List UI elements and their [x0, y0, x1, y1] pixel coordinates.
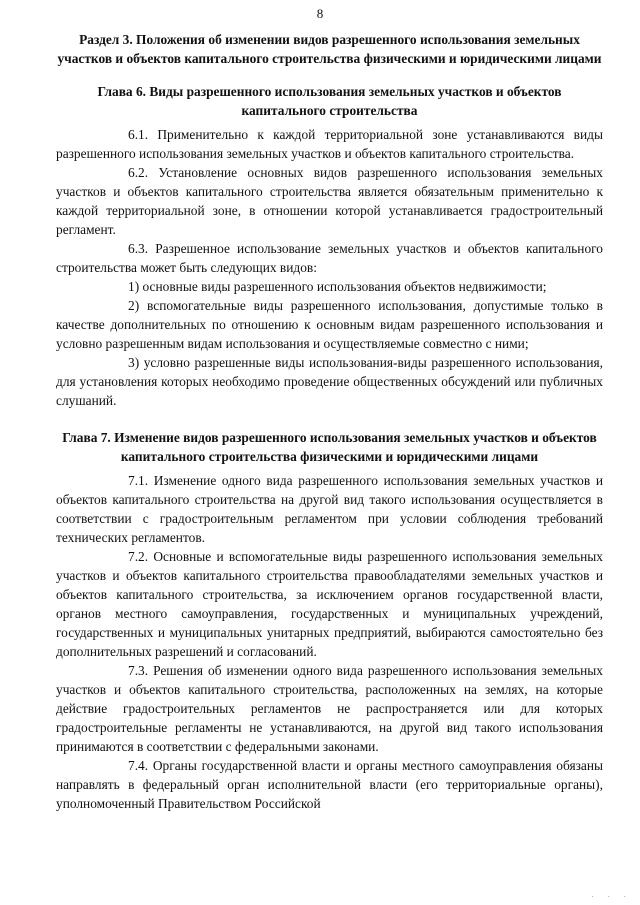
chapter-6-body: [56, 125, 603, 410]
paragraph-6-3: [56, 239, 603, 277]
paragraph-number: 7.3.: [128, 663, 149, 678]
scan-artifact: · · ·: [591, 893, 632, 901]
list-text: условно разрешенные виды использования-виды разрешенного использования, для установления которых необходимо проведение общественных обсуждений или публичных слушаний.: [56, 355, 604, 408]
list-item-2: [56, 296, 603, 353]
list-item-1: [56, 277, 603, 296]
paragraph-text: Решения об изменении одного вида разрешенного использования земельных участков и объектов капитального строительства, расположенных на землях, на которые действие градостроительных регламентов не распространяется или для которых градостроительные регламенты не устанавливаются, на другой вид такого использования принимаются в соответствии с федеральными законами.: [56, 663, 603, 754]
paragraph-6-1: [56, 125, 603, 163]
paragraph-text: Разрешенное использование земельных участков и объектов капитального строительства может быть следующих видов:: [56, 241, 603, 275]
paragraph-number: 6.3.: [128, 241, 149, 256]
list-number: 2): [128, 298, 140, 313]
paragraph-number: 7.1.: [128, 473, 149, 488]
paragraph-text: Применительно к каждой территориальной зоне устанавливаются виды разрешенного использования земельных участков и объектов капитального строительства.: [56, 127, 603, 161]
paragraph-7-1: [56, 471, 603, 547]
paragraph-text: Органы государственной власти и органы местного самоуправления обязаны направлять в федеральный орган исполнительной власти (его территориальные органы), уполномоченный Правительством Российской: [56, 758, 603, 811]
list-text: вспомогательные виды разрешенного использования, допустимые только в качестве дополнительных по отношению к основным видам разрешенного использования и условно разрешенным видам использования и осуществляемые совместно с ними;: [56, 298, 603, 351]
paragraph-7-2: [56, 547, 603, 661]
list-number: 1): [128, 279, 140, 294]
document-content: [56, 30, 603, 813]
list-number: 3): [128, 355, 140, 370]
paragraph-7-4: [56, 756, 603, 813]
list-text: основные виды разрешенного использования объектов недвижимости;: [142, 279, 547, 294]
list-item-3: [56, 353, 603, 410]
paragraph-6-2: [56, 163, 603, 239]
paragraph-text: Изменение одного вида разрешенного использования земельных участков и объектов капитального строительства на другой вид такого использования осуществляется в соответствии с градостроительным регламентом при условии соблюдения требований технических регламентов.: [56, 473, 603, 545]
chapter-6-title: Глава 6. Виды разрешенного использования земельных участков и объектов капитального строительства: [97, 84, 562, 118]
paragraph-number: 6.1.: [128, 127, 149, 142]
paragraph-number: 7.4.: [128, 758, 149, 773]
paragraph-number: 7.2.: [128, 549, 149, 564]
paragraph-number: 6.2.: [128, 165, 149, 180]
chapter-7-title: Глава 7. Изменение видов разрешенного использования земельных участков и объектов капитального строительства физическими и юридическими лицами: [62, 430, 597, 464]
paragraph-text: Основные и вспомогательные виды разрешенного использования земельных участков и объектов капитального строительства правообладателями земельных участков и объектов капитального строительства, за исключением органов государственной власти, органов местного самоуправления, государственных и муниципальных учреждений, государственных и муниципальных унитарных предприятий, выбираются самостоятельно без дополнительных разрешений и согласований.: [56, 549, 603, 659]
chapter-7-body: [56, 471, 603, 813]
section-title: Раздел 3. Положения об изменении видов разрешенного использования земельных участков и объектов капитального строительства физическими и юридическими лицами: [57, 32, 602, 66]
paragraph-text: Установление основных видов разрешенного использования земельных участков и объектов капитального строительства является обязательным применительно к каждой территориальной зоне, в отношении которой устанавливается градостроительный регламент.: [56, 165, 603, 237]
paragraph-7-3: [56, 661, 603, 756]
page-number: 8: [316, 6, 324, 21]
